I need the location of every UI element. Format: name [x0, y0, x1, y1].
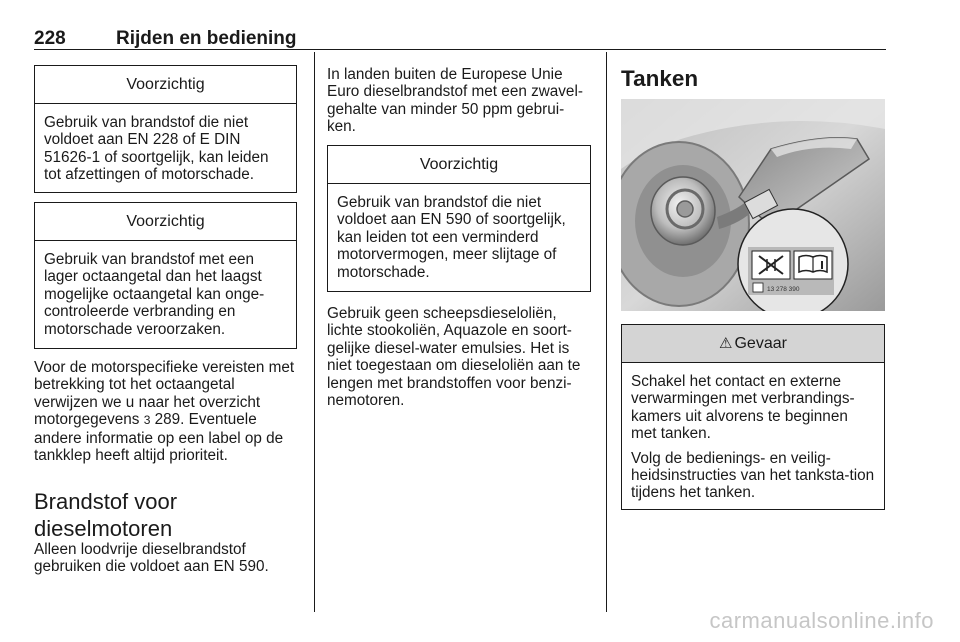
caution-text: Gebruik van brandstof met een lager octaangetal dan het laagst mogelijke octaangetal kan onge-controleerde verbranding en motorschade veroorzaken.: [44, 251, 265, 338]
warning-triangle-icon: ⚠: [719, 335, 733, 352]
caution-text: Gebruik van brandstof die niet voldoet aan EN 590 of soortgelijk, kan leiden tot een verminderd motorvermogen, meer slijtage of motorschade.: [337, 194, 566, 281]
fuel-filler-flap-illustration: [621, 99, 885, 311]
caution-title: Voorzichtig: [35, 66, 296, 104]
section-heading-refuelling: Tanken: [621, 66, 699, 91]
engine-requirements-paragraph: Voor de motorspecifieke vereisten met betrekking tot het octaangetal verwijzen we u naar het overzicht motorgegevens 3 289. Eventuele andere informatie op een label op de tankklep heeft altijd prioriteit.: [34, 359, 295, 465]
danger-paragraph: Volg de bedienings- en veilig-heidsinstructies van het tanksta-tion tijdens het tanken.: [631, 449, 875, 502]
caution-title: Voorzichtig: [328, 146, 590, 184]
caution-box-en590: [327, 145, 591, 292]
caution-title: Voorzichtig: [35, 203, 296, 241]
section-heading-diesel: Brandstof voor dieselmotoren: [34, 489, 178, 541]
danger-text: [622, 363, 884, 510]
page-reference-link[interactable]: 289: [154, 411, 181, 429]
column-divider-left: [314, 52, 315, 612]
caution-text: Gebruik van brandstof die niet voldoet aan EN 228 of E DIN 51626-1 of soortgelijk, kan leiden tot afzettingen of motorschade.: [44, 114, 269, 184]
column-divider-right: [606, 52, 607, 612]
watermark: carmanualsonline.info: [709, 608, 934, 633]
caution-box-octane-standard: [34, 65, 297, 193]
page-number: 228: [34, 28, 66, 49]
marine-diesel-paragraph: Gebruik geen scheepsdieseloliën, lichte stookoliën, Aquazole en soort-gelijke diesel-water emulsies. Het is niet toegestaan om dieseloliën aan te lengen met brandstoffen voor benzi-nemotoren.: [327, 305, 581, 410]
page-header: [34, 26, 886, 50]
danger-paragraph: Schakel het contact en externe verwarmingen met verbrandings-kamers uit alvorens te beginnen met tanken.: [631, 373, 855, 443]
diesel-fuel-paragraph: Alleen loodvrije dieselbrandstof gebruiken die voldoet aan EN 590.: [34, 541, 269, 576]
page-reference-arrow-icon: 3: [143, 413, 151, 428]
danger-box-refuelling: [621, 324, 885, 510]
fuel-filler-flap-image: [621, 99, 885, 311]
caution-box-low-octane: [34, 202, 297, 349]
danger-title: Gevaar: [734, 335, 787, 352]
danger-title-bar: [622, 325, 884, 363]
figure-code-label: 13 278 390: [767, 286, 800, 293]
chapter-title: Rijden en bediening: [116, 28, 297, 49]
euro-diesel-paragraph: In landen buiten de Europese Unie Euro dieselbrandstof met een zwavel-gehalte van minder 50 ppm gebrui-ken.: [327, 66, 583, 136]
